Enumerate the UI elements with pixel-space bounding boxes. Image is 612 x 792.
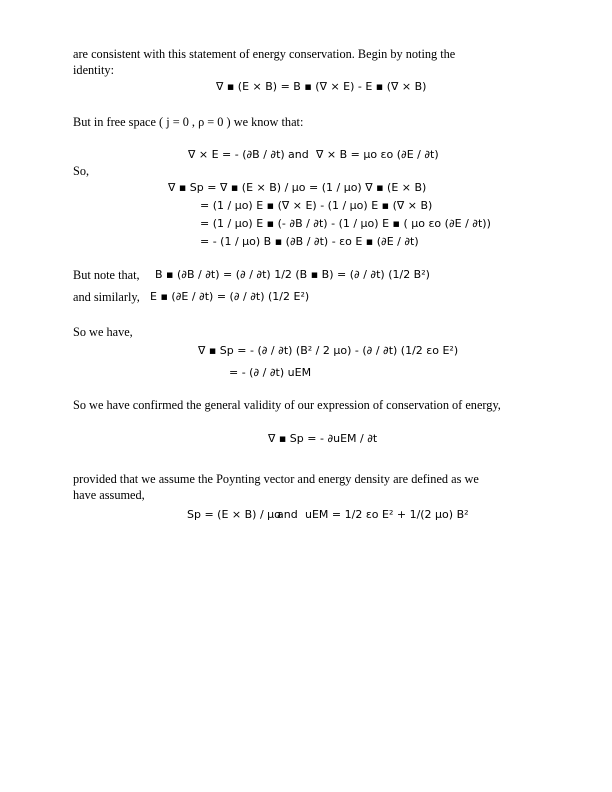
equation-curl-e: ∇ × E = - (∂B / ∂t)	[188, 148, 285, 161]
equation-have-line1: ∇ ▪ Sp = - (∂ / ∂t) (B² / 2 μo) - (∂ / ∂t) (1/2 εo E²)	[198, 344, 459, 357]
paragraph-provided-line1: provided that we assume the Poynting vector and energy density are defined as we	[73, 472, 479, 486]
paragraph-free-space: But in free space ( j = 0 , ρ = 0 ) we know that:	[73, 115, 304, 129]
equation-definition-poynting: Sp = (E × B) / μo	[187, 508, 281, 521]
paragraph-so: So,	[73, 164, 90, 178]
paragraph-so-we-have: So we have,	[73, 325, 133, 339]
equation-definition-energy-density: uEM = 1/2 εo E² + 1/(2 μo) B²	[305, 508, 469, 521]
equation-note-b: B ▪ (∂B / ∂t) = (∂ / ∂t) 1/2 (B ▪ B) = (∂ / ∂t) (1/2 B²)	[155, 268, 430, 281]
paragraph-similarly: and similarly,	[73, 290, 140, 304]
paragraph-provided-line2: have assumed,	[73, 488, 145, 502]
paragraph-note-that: But note that,	[73, 268, 140, 282]
equation-div-s-line3: = (1 / μo) E ▪ (- ∂B / ∂t) - (1 / μo) E ▪ ( μo εo (∂E / ∂t))	[200, 217, 491, 230]
paragraph-intro-line2: identity:	[73, 63, 114, 77]
equation-and-1: and	[288, 148, 309, 161]
equation-and-2: and	[277, 508, 298, 521]
equation-have-line2: = - (∂ / ∂t) uEM	[229, 366, 312, 379]
equation-div-s-line1: ∇ ▪ Sp = ∇ ▪ (E × B) / μo = (1 / μo) ∇ ▪ (E × B)	[168, 181, 427, 194]
equation-curl-b: ∇ × B = μo εo (∂E / ∂t)	[316, 148, 439, 161]
paragraph-confirmed: So we have confirmed the general validity of our expression of conservation of energy,	[73, 398, 501, 412]
equation-div-s-line4: = - (1 / μo) B ▪ (∂B / ∂t) - εo E ▪ (∂E / ∂t)	[200, 235, 419, 248]
equation-note-e: E ▪ (∂E / ∂t) = (∂ / ∂t) (1/2 E²)	[150, 290, 310, 303]
equation-identity: ∇ ▪ (E × B) = B ▪ (∇ × E) - E ▪ (∇ × B)	[216, 80, 427, 93]
paragraph-intro-line1: are consistent with this statement of energy conservation. Begin by noting the	[73, 47, 456, 61]
equation-div-s-line2: = (1 / μo) E ▪ (∇ × E) - (1 / μo) E ▪ (∇ × B)	[200, 199, 433, 212]
equation-final: ∇ ▪ Sp = - ∂uEM / ∂t	[268, 432, 378, 445]
